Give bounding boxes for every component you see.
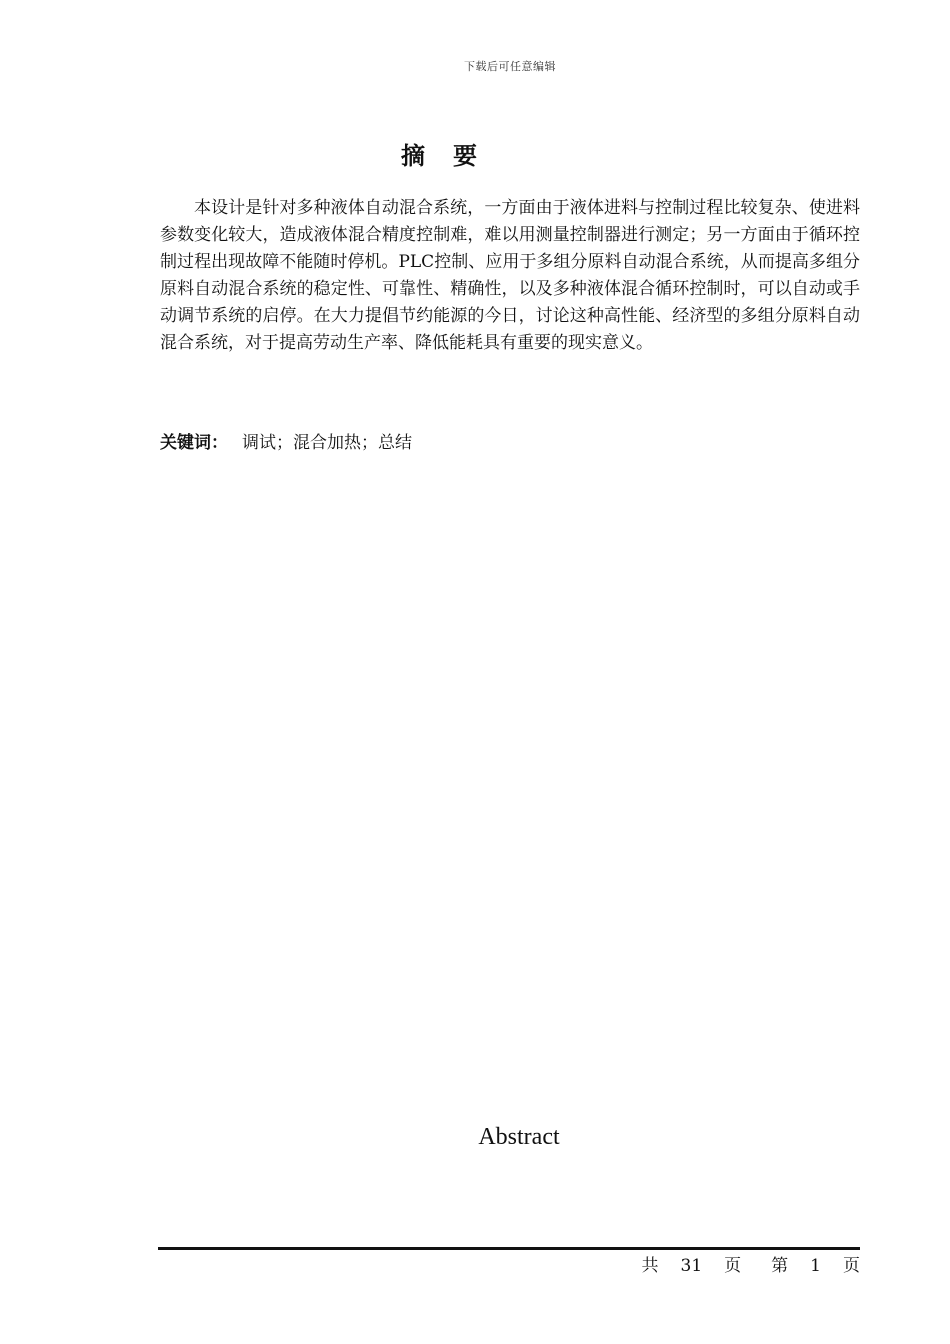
current-page: 1 [810, 1256, 821, 1276]
keywords-text: 调试；混合加热；总结 [242, 433, 412, 453]
abstract-body: 本设计是针对多种液体自动混合系统，一方面由于液体进料与控制过程比较复杂、使进料参数变化较大，造成液体混合精度控制难，难以用测量控制器进行测定；另一方面由于循环控制过程出现故障不能随时停机。PLC控制、应用于多组分原料自动混合系统，从而提高多组分原料自动混合系统的稳定性、可靠性、精确性，以及多种液体混合循环控制时，可以自动或手动调节系统的启停。在大力提倡节约能源的今日，讨论这种高性能、经济型的多组分原料自动混合系统，对于提高劳动生产率、降低能耗具有重要的现实意义。 [160, 198, 860, 353]
total-prefix: 共 [641, 1256, 659, 1276]
abstract-title: 摘 要 [401, 142, 479, 170]
keywords-label: 关键词： [160, 433, 228, 453]
current-suffix: 页 [843, 1256, 860, 1276]
total-pages: 31 [680, 1256, 703, 1276]
keywords-line [160, 430, 412, 457]
current-prefix: 第 [771, 1256, 789, 1276]
footer-divider [158, 1247, 860, 1250]
header-note: 下载后可任意编辑 [464, 60, 556, 73]
page-counter [158, 1254, 860, 1278]
abstract-en-title: Abstract [478, 1124, 560, 1150]
total-suffix: 页 [724, 1256, 742, 1276]
